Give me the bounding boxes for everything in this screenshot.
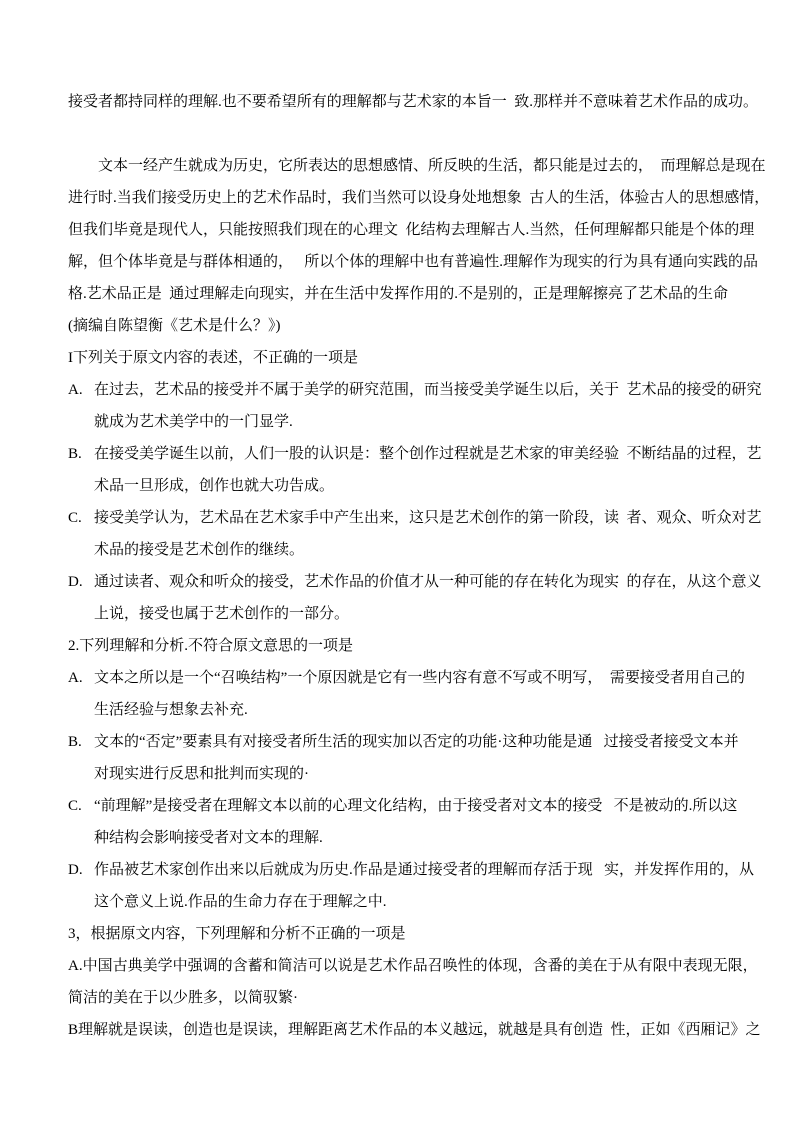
question-3-option-a-line-1: A.中国古典美学中强调的含蓄和简洁可以说是艺术作品召唤性的体现，含番的美在于从有限中表现无限， <box>68 958 758 974</box>
option-label: A. <box>68 670 83 686</box>
option-label: D. <box>68 574 83 590</box>
option-text: 通过读者、观众和听众的接受，艺术作品的价值才从一种可能的存在转化为现实 的存在，从这个意义 <box>94 574 762 590</box>
question-2-option-c-line-2: 种结构会影响接受者对文本的理解. <box>94 830 323 846</box>
option-label: C. <box>68 510 82 526</box>
option-label: C. <box>68 798 82 814</box>
question-1-option-b-line-1 <box>68 438 762 470</box>
question-2-option-b-line-2: 对现实进行反思和批判而实现的· <box>94 766 309 782</box>
question-1-option-a-line-2: 就成为艺术美学中的一门显学. <box>94 414 293 430</box>
question-1-option-c-line-1 <box>68 502 762 534</box>
option-label: D. <box>68 862 83 878</box>
paragraph-spacer <box>68 118 738 150</box>
question-1-option-d-line-1 <box>68 566 762 598</box>
question-1-stem: I下列关于原文内容的表述，不正确的一项是 <box>68 350 358 366</box>
option-label: B. <box>68 446 82 462</box>
option-label: B. <box>68 734 82 750</box>
passage-attribution: (摘编自陈望衡《艺术是什么？》) <box>68 318 281 334</box>
question-1-option-c-line-2: 术品的接受是艺术创作的继续。 <box>94 542 305 558</box>
question-1-option-d-line-2: 上说，接受也属于艺术创作的一部分。 <box>94 606 350 622</box>
option-text: 在过去，艺术品的接受并不属于美学的研究范围，而当接受美学诞生以后，关于 艺术品的接受的研究 <box>94 382 762 398</box>
option-text: 在接受美学诞生以前，人们一股的认识是：整个创作过程就是艺术家的审美经验 不断结晶的过程，艺 <box>94 446 762 462</box>
question-2-option-a-line-1 <box>68 662 745 694</box>
passage-paragraph-line: 文本一经产生就成为历史，它所表达的思想感情、所反映的生活，都只能是过去的， 而理解总是现在 <box>98 158 766 174</box>
question-1-option-b-line-2: 术品一旦形成，创作也就大功告成。 <box>94 478 335 494</box>
question-1-option-a-line-1 <box>68 374 762 406</box>
question-2-option-d-line-1 <box>68 854 755 886</box>
option-text: 文本之所以是一个“召唤结构”一个原因就是它有一些内容有意不写或不明写， 需要接受者用自己的 <box>94 670 745 686</box>
passage-paragraph-line: 但我们毕竟是现代人，只能按照我们现在的心理文 化结构去理解古人.当然，任何理解都只能是个体的理 <box>68 222 755 238</box>
option-text: “前理解”是接受者在理解文本以前的心理文化结构，由于接受者对文本的接受 不是被动的.所以这 <box>94 798 738 814</box>
question-3-stem: 3，根据原文内容，下列理解和分析不正确的一项是 <box>68 926 406 942</box>
question-2-option-a-line-2: 生活经验与想象去补充. <box>94 702 248 718</box>
option-text: 接受美学认为，艺术品在艺术家手中产生出来，这只是艺术创作的第一阶段，读 者、观众、听众对艺 <box>94 510 762 526</box>
question-2-option-b-line-1 <box>68 726 738 758</box>
question-3-option-b-line-1: B理解就是误读，创造也是误读，理解距离艺术作品的本义越远，就越是具有创造 性，正如《西厢记》之 <box>68 1022 761 1038</box>
passage-opening-line: 接受者都持同样的理解.也不要希望所有的理解都与艺术家的本旨一 致.那样并不意味着艺术作品的成功。 <box>68 94 759 110</box>
text-content <box>68 86 770 1046</box>
passage-paragraph-line: 解，但个体毕竟是与群体相通的， 所以个体的理解中也有普遍性.理解作为现实的行为具有通向实践的品 <box>68 254 759 270</box>
question-3-option-a-line-2: 简洁的美在于以少胜多，以简驭繁· <box>68 990 298 1006</box>
question-2-option-c-line-1 <box>68 790 738 822</box>
passage-paragraph-line: 格.艺术品正是 通过理解走向现实，并在生活中发挥作用的.不是别的，正是理解擦亮了艺术品的生命 <box>68 286 729 302</box>
passage-paragraph-line: 进行时.当我们接受历史上的艺术作品时，我们当然可以设身处地想象 古人的生活，体验古人的思想感情， <box>68 190 770 206</box>
option-text: 作品被艺术家创作出来以后就成为历史.作品是通过接受者的理解而存活于现 实，并发挥作用的，从 <box>94 862 755 878</box>
question-2-option-d-line-2: 这个意义上说.作品的生命力存在于理解之中. <box>94 894 387 910</box>
option-text: 文本的“否定”要素具有对接受者所生活的现实加以否定的功能·这种功能是通 过接受者接受文本并 <box>94 734 739 750</box>
question-2-stem: 2.下列理解和分析.不符合原文意思的一项是 <box>68 638 354 654</box>
option-label: A. <box>68 382 83 398</box>
